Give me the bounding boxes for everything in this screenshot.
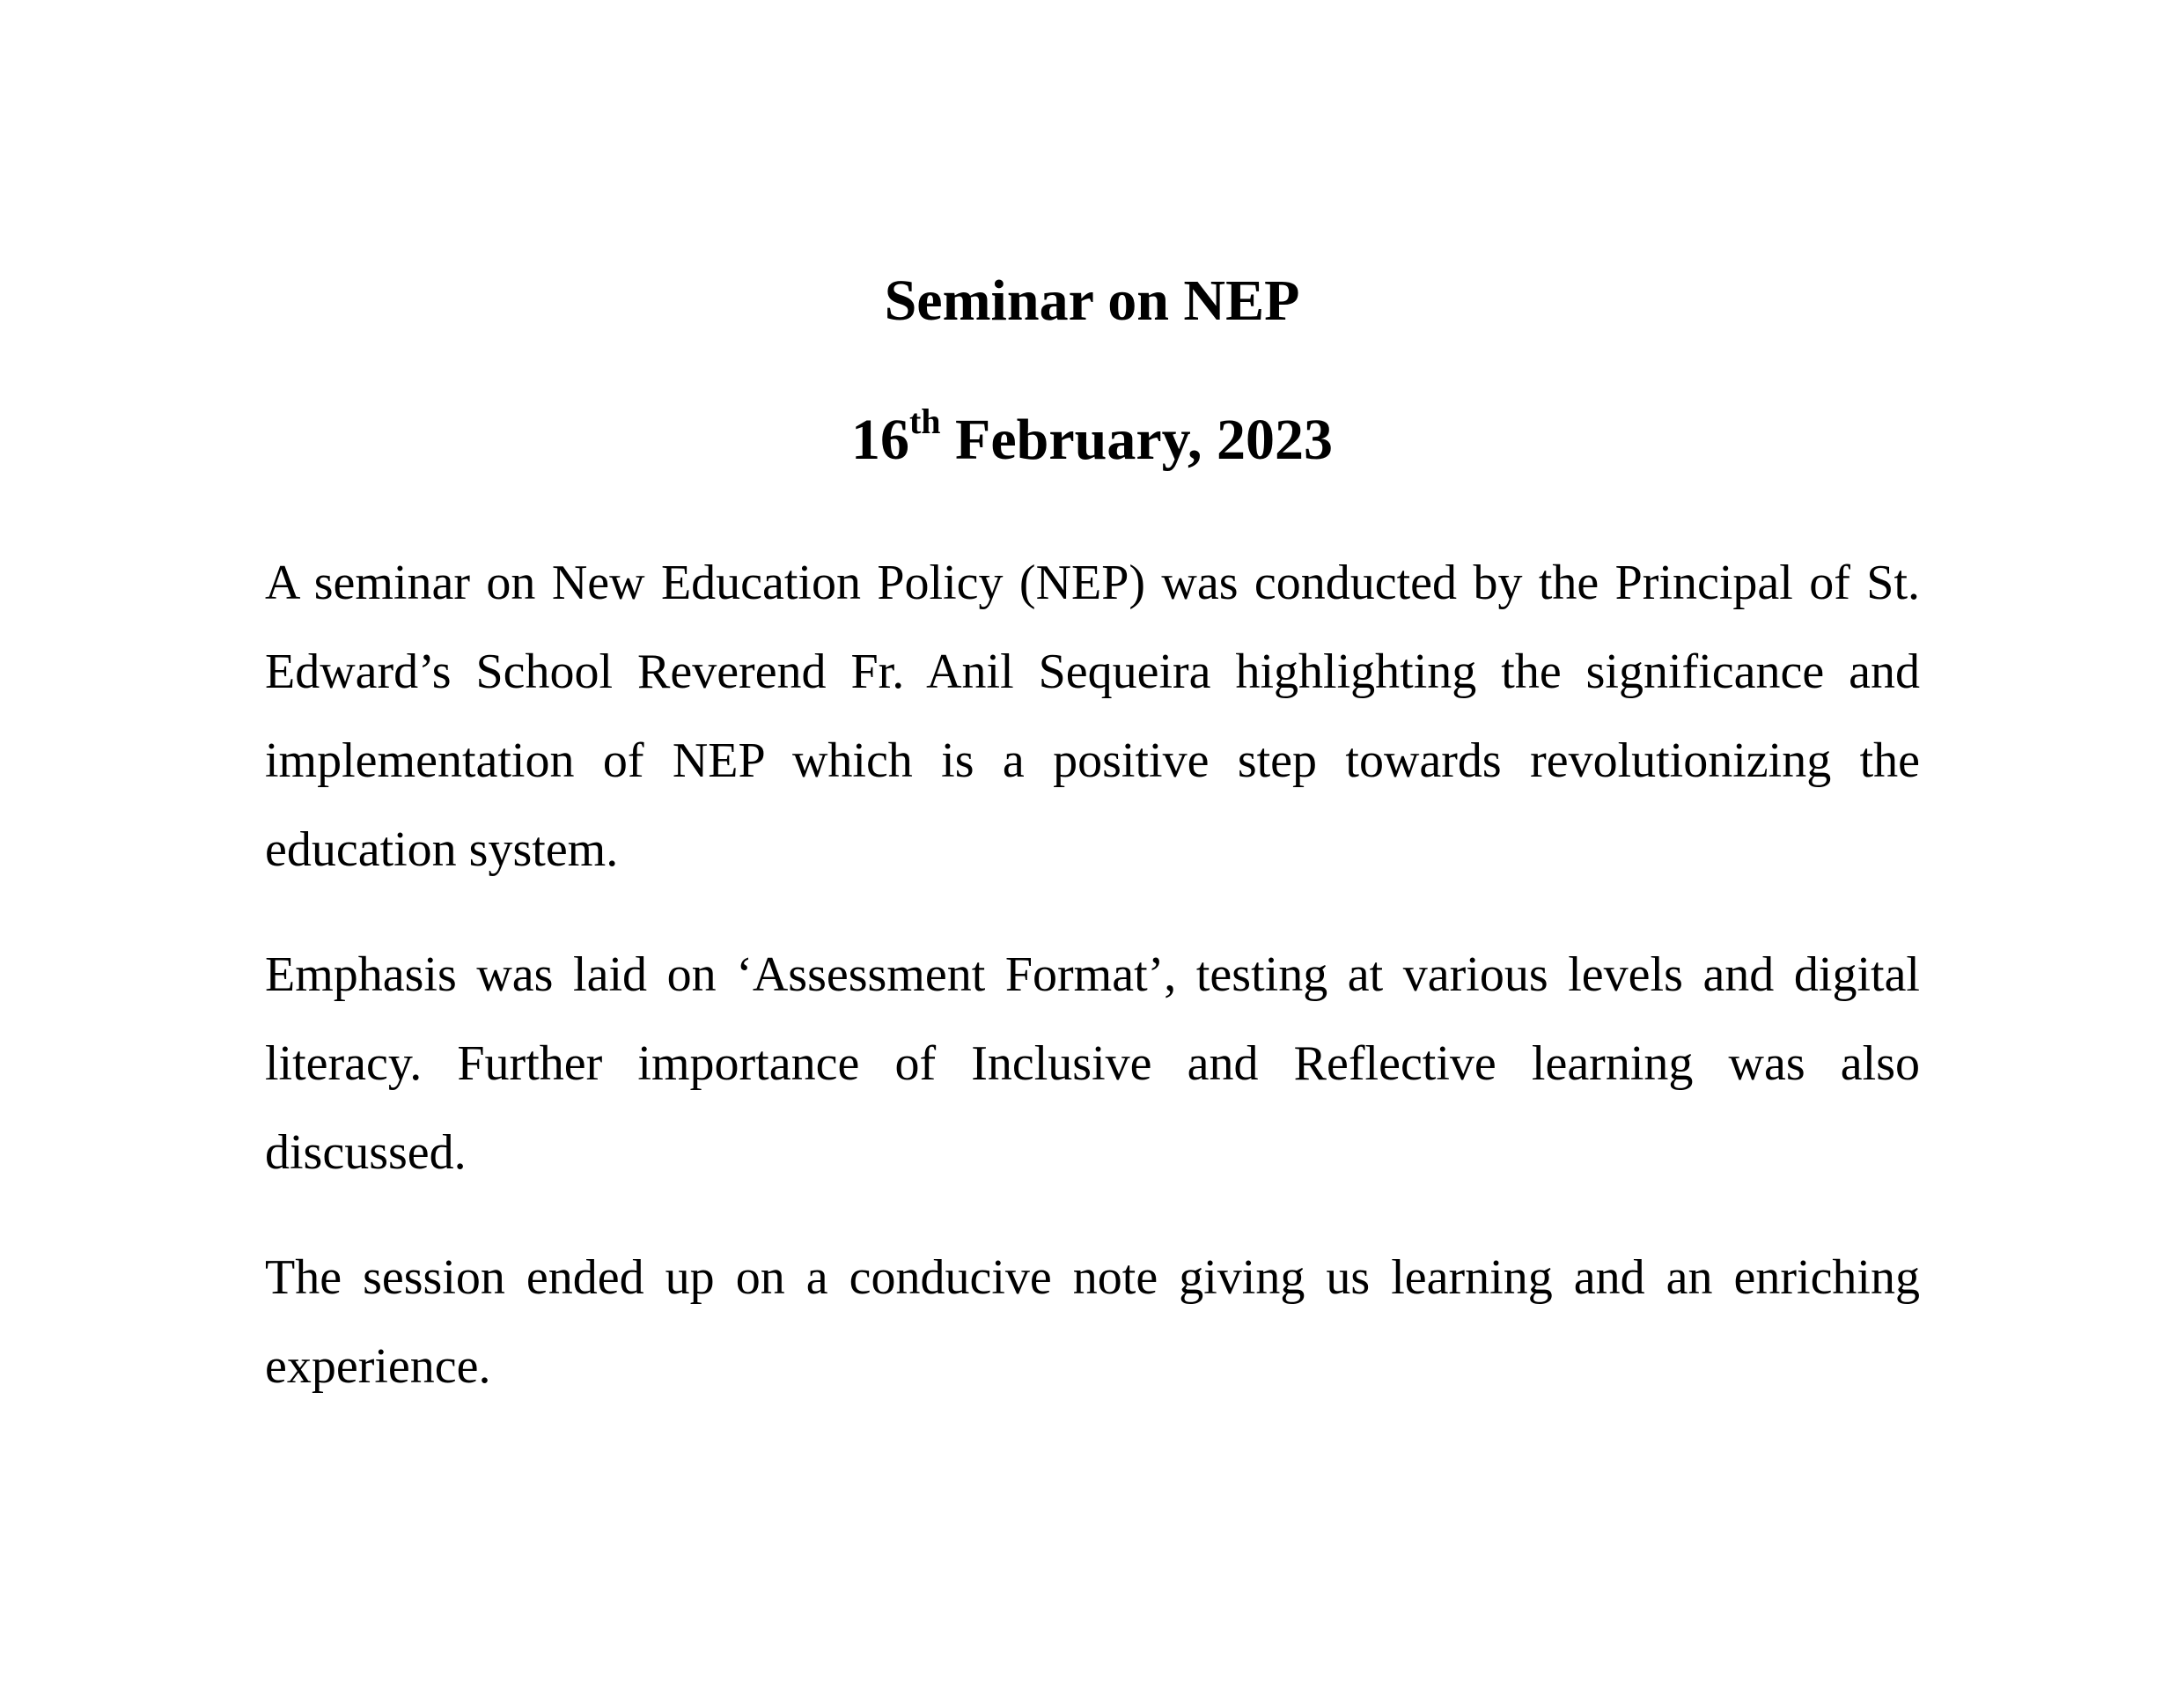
paragraph-seminar-intro: A seminar on New Education Policy (NEP) was conducted by the Principal of St. Edward’s School Reverend Fr. Anil Sequeira highlighting the significance and implementation of NEP which is a positive step towards revolutionizing the education system.	[265, 556, 1920, 877]
date-month-year: February, 2023	[940, 408, 1334, 472]
document-date	[0, 403, 2184, 477]
paragraph-emphasis: Emphasis was laid on ‘Assessment Format’, testing at various levels and digital literacy. Further importance of Inclusive and Reflective learning was also discussed.	[265, 947, 1920, 1180]
document-body	[265, 539, 1920, 1411]
paragraph-conclusion: The session ended up on a conducive note giving us learning and an enriching experience.	[265, 1250, 1920, 1394]
document-title: Seminar on NEP	[884, 269, 1300, 333]
date-ordinal-suffix: th	[908, 401, 941, 441]
date-day: 16	[850, 408, 909, 472]
